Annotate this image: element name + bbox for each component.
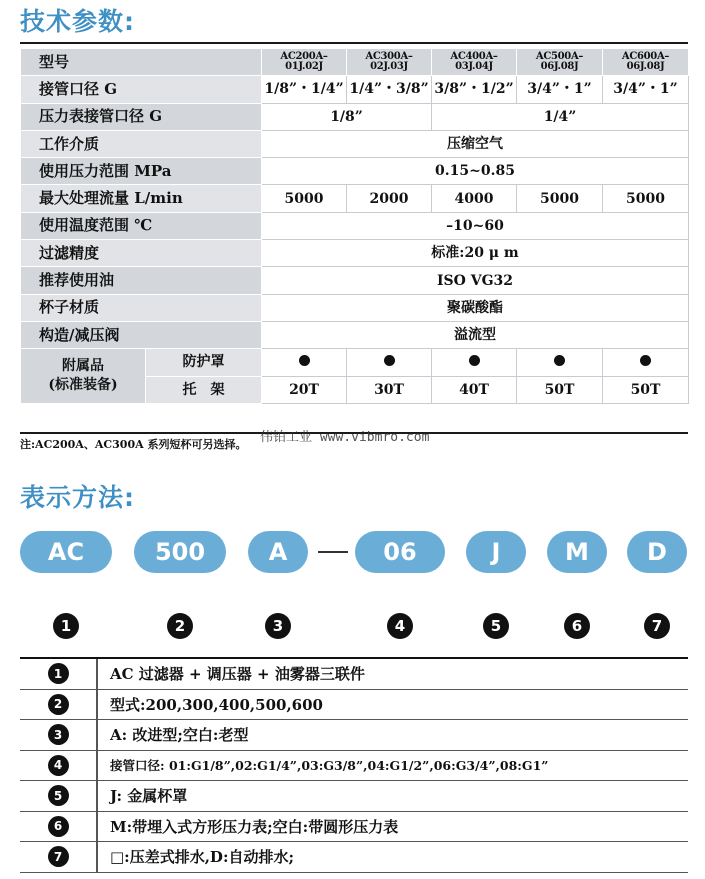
cell: 0.15~0.85 bbox=[262, 158, 689, 185]
model-header: AC600A–06J.08J bbox=[603, 49, 689, 76]
code-number-1: 1 bbox=[53, 613, 79, 639]
code-part-port: 06 bbox=[355, 531, 445, 573]
legend-number: 7 bbox=[48, 846, 69, 867]
cell: 溢流型 bbox=[262, 321, 689, 348]
table-row bbox=[20, 781, 688, 812]
cell: 20T bbox=[262, 376, 347, 403]
code-part-ac: AC bbox=[20, 531, 112, 573]
table-row bbox=[21, 240, 689, 267]
bullet-dot-icon bbox=[469, 355, 480, 366]
bullet-dot-icon bbox=[640, 355, 651, 366]
code-number-2: 2 bbox=[167, 613, 193, 639]
cell: 1/4”・3/8” bbox=[347, 76, 432, 103]
model-header: AC500A–06J.08J bbox=[517, 49, 603, 76]
cell: 50T bbox=[517, 376, 603, 403]
table-row bbox=[20, 720, 688, 751]
cell: 40T bbox=[432, 376, 517, 403]
code-number-3: 3 bbox=[265, 613, 291, 639]
cell bbox=[517, 349, 603, 376]
table-row bbox=[20, 690, 688, 721]
legend-text: 接管口径: 01:G1/8”,02:G1/4”,03:G3/8”,04:G1/2”,06:G3/4”,08:G1” bbox=[110, 758, 549, 774]
row-label: 最大处理流量 L/min bbox=[21, 185, 262, 212]
table-row bbox=[21, 185, 689, 212]
cell: 3/8”・1/2” bbox=[432, 76, 517, 103]
row-label: 使用温度范围 ℃ bbox=[21, 212, 262, 239]
legend-text: □:压差式排水,D:自动排水; bbox=[110, 848, 295, 867]
table-row bbox=[21, 349, 689, 376]
table-row bbox=[21, 76, 689, 103]
cell bbox=[262, 349, 347, 376]
section-title-notation: 表示方法: bbox=[20, 483, 135, 512]
cell: 4000 bbox=[432, 185, 517, 212]
table-row bbox=[20, 751, 688, 782]
table-row bbox=[21, 294, 689, 321]
cell: 标准:20 μ m bbox=[262, 240, 689, 267]
table-row bbox=[21, 49, 689, 76]
spec-table bbox=[20, 48, 689, 404]
code-part-drain: D bbox=[627, 531, 687, 573]
cell: –10~60 bbox=[262, 212, 689, 239]
guard-label: 防护罩 bbox=[146, 349, 262, 376]
cell: 1/8” bbox=[262, 103, 432, 130]
code-part-version: A bbox=[248, 531, 308, 573]
table-row bbox=[21, 267, 689, 294]
cell: ISO VG32 bbox=[262, 267, 689, 294]
model-header: AC300A–02J.03J bbox=[347, 49, 432, 76]
legend-text: 型式:200,300,400,500,600 bbox=[110, 695, 323, 714]
table-row bbox=[21, 158, 689, 185]
cell bbox=[603, 349, 689, 376]
cell: 1/8”・1/4” bbox=[262, 76, 347, 103]
legend-number: 4 bbox=[48, 755, 69, 776]
cell: 3/4”・1” bbox=[517, 76, 603, 103]
table-row bbox=[21, 130, 689, 157]
legend-number: 3 bbox=[48, 724, 69, 745]
section-title-specs: 技术参数: bbox=[20, 7, 135, 36]
row-label: 接管口径 G bbox=[21, 76, 262, 103]
row-label: 杯子材质 bbox=[21, 294, 262, 321]
code-number-7: 7 bbox=[644, 613, 670, 639]
code-number-6: 6 bbox=[564, 613, 590, 639]
cell: 压缩空气 bbox=[262, 130, 689, 157]
watermark: 伟铂工业 www.vibmro.com bbox=[260, 430, 430, 445]
row-label: 使用压力范围 MPa bbox=[21, 158, 262, 185]
model-header: AC200A–01J.02J bbox=[262, 49, 347, 76]
accessory-label bbox=[21, 349, 146, 404]
model-header: AC400A–03J.04J bbox=[432, 49, 517, 76]
cell: 聚碳酸酯 bbox=[262, 294, 689, 321]
legend-number: 6 bbox=[48, 816, 69, 837]
code-dash bbox=[318, 551, 348, 553]
bullet-dot-icon bbox=[299, 355, 310, 366]
code-number-4: 4 bbox=[387, 613, 413, 639]
code-number-5: 5 bbox=[483, 613, 509, 639]
bullet-dot-icon bbox=[554, 355, 565, 366]
table-row bbox=[20, 812, 688, 843]
cell bbox=[347, 349, 432, 376]
legend-text: M:带埋入式方形压力表;空白:带圆形压力表 bbox=[110, 817, 399, 836]
row-label: 压力表接管口径 G bbox=[21, 103, 262, 130]
legend-text: A: 改进型;空白:老型 bbox=[110, 726, 249, 745]
cell: 3/4”・1” bbox=[603, 76, 689, 103]
legend-number: 2 bbox=[48, 694, 69, 715]
row-label: 型号 bbox=[21, 49, 262, 76]
table-row bbox=[21, 212, 689, 239]
code-part-cup: J bbox=[466, 531, 526, 573]
cell: 30T bbox=[347, 376, 432, 403]
table-note: 注:AC200A、AC300A 系列短杯可另选择。 bbox=[20, 438, 247, 451]
cell bbox=[432, 349, 517, 376]
cell: 5000 bbox=[517, 185, 603, 212]
cell: 5000 bbox=[262, 185, 347, 212]
row-label: 过滤精度 bbox=[21, 240, 262, 267]
legend-text: J: 金属杯罩 bbox=[110, 787, 188, 806]
legend-number: 1 bbox=[48, 663, 69, 684]
legend-number: 5 bbox=[48, 785, 69, 806]
row-label: 工作介质 bbox=[21, 130, 262, 157]
table-row bbox=[21, 103, 689, 130]
title-underline bbox=[20, 42, 688, 44]
cell: 2000 bbox=[347, 185, 432, 212]
legend-text: AC 过滤器 + 调压器 + 油雾器三联件 bbox=[110, 665, 365, 684]
legend-table bbox=[20, 657, 688, 873]
accessory-label-line2: (标准装备) bbox=[48, 377, 118, 394]
cell: 5000 bbox=[603, 185, 689, 212]
row-label: 构造/减压阀 bbox=[21, 321, 262, 348]
cell: 1/4” bbox=[432, 103, 689, 130]
accessory-label-line1: 附属品 bbox=[62, 358, 104, 375]
bullet-dot-icon bbox=[384, 355, 395, 366]
bracket-label: 托 架 bbox=[146, 376, 262, 403]
code-part-size: 500 bbox=[134, 531, 226, 573]
code-part-gauge: M bbox=[547, 531, 607, 573]
cell: 50T bbox=[603, 376, 689, 403]
table-row bbox=[20, 659, 688, 690]
table-row bbox=[21, 321, 689, 348]
row-label: 推荐使用油 bbox=[21, 267, 262, 294]
table-row bbox=[20, 842, 688, 873]
